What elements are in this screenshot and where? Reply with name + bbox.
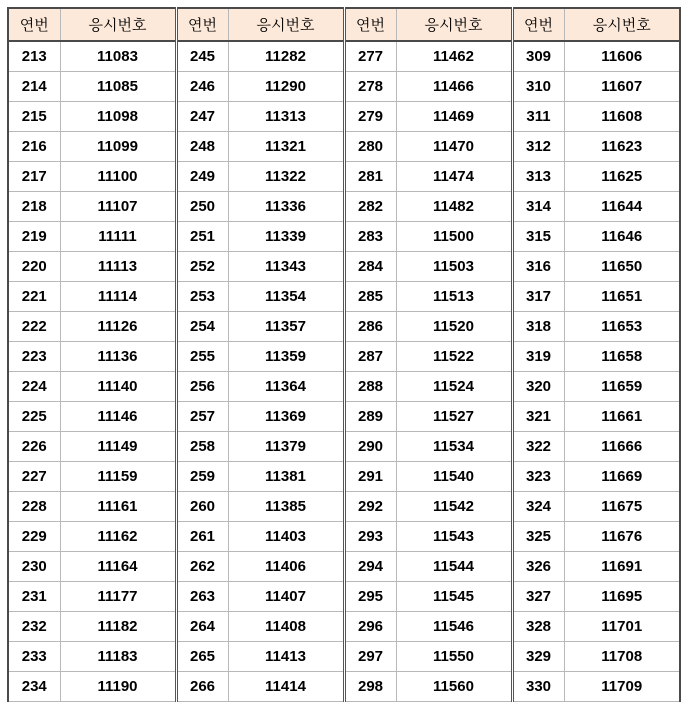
- exam-number-cell: 11669: [564, 462, 680, 492]
- exam-number-cell: 11513: [396, 282, 512, 312]
- serial-number-cell: 225: [8, 402, 60, 432]
- serial-number-cell: 214: [8, 72, 60, 102]
- serial-number-cell: 329: [512, 642, 564, 672]
- exam-number-cell: 11651: [564, 282, 680, 312]
- exam-number-cell: 11544: [396, 552, 512, 582]
- exam-number-cell: 11359: [228, 342, 344, 372]
- serial-number-cell: 254: [176, 312, 228, 342]
- exam-number-cell: 11099: [60, 132, 176, 162]
- serial-number-cell: 310: [512, 72, 564, 102]
- exam-number-cell: 11695: [564, 582, 680, 612]
- header-row: [8, 8, 680, 41]
- serial-number-cell: 296: [344, 612, 396, 642]
- exam-number-cell: 11381: [228, 462, 344, 492]
- exam-number-cell: 11644: [564, 192, 680, 222]
- serial-number-cell: 312: [512, 132, 564, 162]
- serial-number-cell: 325: [512, 522, 564, 552]
- serial-number-cell: 248: [176, 132, 228, 162]
- table-row: [8, 462, 680, 492]
- serial-number-cell: 316: [512, 252, 564, 282]
- exam-number-cell: 11161: [60, 492, 176, 522]
- serial-number-cell: 220: [8, 252, 60, 282]
- table-row: [8, 612, 680, 642]
- serial-number-cell: 256: [176, 372, 228, 402]
- exam-number-cell: 11159: [60, 462, 176, 492]
- serial-number-cell: 298: [344, 672, 396, 702]
- table-row: [8, 102, 680, 132]
- serial-number-cell: 315: [512, 222, 564, 252]
- table-row: [8, 672, 680, 702]
- exam-number-cell: 11369: [228, 402, 344, 432]
- serial-number-cell: 253: [176, 282, 228, 312]
- exam-number-cell: 11482: [396, 192, 512, 222]
- exam-number-cell: 11339: [228, 222, 344, 252]
- exam-number-cell: 11183: [60, 642, 176, 672]
- serial-number-cell: 222: [8, 312, 60, 342]
- exam-number-cell: 11107: [60, 192, 176, 222]
- table-row: [8, 192, 680, 222]
- serial-number-cell: 249: [176, 162, 228, 192]
- exam-number-cell: 11321: [228, 132, 344, 162]
- exam-number-cell: 11190: [60, 672, 176, 702]
- exam-number-cell: 11709: [564, 672, 680, 702]
- exam-number-cell: 11661: [564, 402, 680, 432]
- exam-number-cell: 11406: [228, 552, 344, 582]
- exam-number-cell: 11606: [564, 41, 680, 72]
- exam-number-cell: 11085: [60, 72, 176, 102]
- exam-number-cell: 11462: [396, 41, 512, 72]
- serial-number-cell: 297: [344, 642, 396, 672]
- exam-number-cell: 11357: [228, 312, 344, 342]
- exam-number-cell: 11542: [396, 492, 512, 522]
- serial-number-cell: 260: [176, 492, 228, 522]
- table-row: [8, 372, 680, 402]
- exam-number-cell: 11140: [60, 372, 176, 402]
- serial-number-cell: 213: [8, 41, 60, 72]
- exam-number-cell: 11466: [396, 72, 512, 102]
- exam-number-cell: 11650: [564, 252, 680, 282]
- exam-number-cell: 11407: [228, 582, 344, 612]
- exam-number-cell: 11177: [60, 582, 176, 612]
- serial-number-cell: 289: [344, 402, 396, 432]
- exam-number-cell: 11408: [228, 612, 344, 642]
- serial-number-cell: 263: [176, 582, 228, 612]
- exam-number-cell: 11083: [60, 41, 176, 72]
- exam-number-cell: 11322: [228, 162, 344, 192]
- table-row: [8, 41, 680, 72]
- exam-number-cell: 11520: [396, 312, 512, 342]
- header-exam-number: 응시번호: [564, 8, 680, 41]
- serial-number-cell: 221: [8, 282, 60, 312]
- table-row: [8, 642, 680, 672]
- serial-number-cell: 317: [512, 282, 564, 312]
- exam-number-cell: 11098: [60, 102, 176, 132]
- serial-number-cell: 217: [8, 162, 60, 192]
- exam-number-cell: 11474: [396, 162, 512, 192]
- serial-number-cell: 227: [8, 462, 60, 492]
- exam-number-cell: 11111: [60, 222, 176, 252]
- exam-number-cell: 11625: [564, 162, 680, 192]
- serial-number-cell: 323: [512, 462, 564, 492]
- serial-number-cell: 282: [344, 192, 396, 222]
- exam-number-cell: 11534: [396, 432, 512, 462]
- serial-number-cell: 218: [8, 192, 60, 222]
- exam-number-cell: 11527: [396, 402, 512, 432]
- exam-number-cell: 11414: [228, 672, 344, 702]
- exam-number-cell: 11675: [564, 492, 680, 522]
- serial-number-cell: 327: [512, 582, 564, 612]
- exam-number-cell: 11503: [396, 252, 512, 282]
- exam-number-cell: 11607: [564, 72, 680, 102]
- header-serial-number: 연번: [344, 8, 396, 41]
- exam-number-cell: 11343: [228, 252, 344, 282]
- table-row: [8, 162, 680, 192]
- serial-number-cell: 228: [8, 492, 60, 522]
- exam-number-cell: 11385: [228, 492, 344, 522]
- serial-number-cell: 245: [176, 41, 228, 72]
- serial-number-cell: 266: [176, 672, 228, 702]
- serial-number-cell: 255: [176, 342, 228, 372]
- exam-number-cell: 11136: [60, 342, 176, 372]
- serial-number-cell: 224: [8, 372, 60, 402]
- exam-number-cell: 11666: [564, 432, 680, 462]
- exam-number-table: [7, 7, 681, 702]
- serial-number-cell: 285: [344, 282, 396, 312]
- table-row: [8, 72, 680, 102]
- serial-number-cell: 281: [344, 162, 396, 192]
- serial-number-cell: 280: [344, 132, 396, 162]
- serial-number-cell: 223: [8, 342, 60, 372]
- exam-number-cell: 11379: [228, 432, 344, 462]
- exam-number-cell: 11658: [564, 342, 680, 372]
- table-body: [8, 41, 680, 702]
- exam-number-cell: 11691: [564, 552, 680, 582]
- header-exam-number: 응시번호: [228, 8, 344, 41]
- serial-number-cell: 287: [344, 342, 396, 372]
- serial-number-cell: 265: [176, 642, 228, 672]
- serial-number-cell: 322: [512, 432, 564, 462]
- header-exam-number: 응시번호: [60, 8, 176, 41]
- serial-number-cell: 291: [344, 462, 396, 492]
- header-serial-number: 연번: [176, 8, 228, 41]
- exam-number-cell: 11524: [396, 372, 512, 402]
- serial-number-cell: 318: [512, 312, 564, 342]
- serial-number-cell: 230: [8, 552, 60, 582]
- exam-number-cell: 11364: [228, 372, 344, 402]
- serial-number-cell: 246: [176, 72, 228, 102]
- exam-number-cell: 11543: [396, 522, 512, 552]
- serial-number-cell: 286: [344, 312, 396, 342]
- serial-number-cell: 278: [344, 72, 396, 102]
- serial-number-cell: 232: [8, 612, 60, 642]
- serial-number-cell: 229: [8, 522, 60, 552]
- table-row: [8, 252, 680, 282]
- serial-number-cell: 294: [344, 552, 396, 582]
- exam-number-cell: 11313: [228, 102, 344, 132]
- serial-number-cell: 231: [8, 582, 60, 612]
- exam-number-cell: 11545: [396, 582, 512, 612]
- serial-number-cell: 215: [8, 102, 60, 132]
- header-exam-number: 응시번호: [396, 8, 512, 41]
- exam-number-cell: 11290: [228, 72, 344, 102]
- exam-number-cell: 11646: [564, 222, 680, 252]
- serial-number-cell: 277: [344, 41, 396, 72]
- serial-number-cell: 250: [176, 192, 228, 222]
- exam-number-cell: 11126: [60, 312, 176, 342]
- serial-number-cell: 251: [176, 222, 228, 252]
- exam-number-cell: 11470: [396, 132, 512, 162]
- serial-number-cell: 226: [8, 432, 60, 462]
- serial-number-cell: 259: [176, 462, 228, 492]
- serial-number-cell: 279: [344, 102, 396, 132]
- serial-number-cell: 320: [512, 372, 564, 402]
- table-row: [8, 132, 680, 162]
- serial-number-cell: 314: [512, 192, 564, 222]
- serial-number-cell: 234: [8, 672, 60, 702]
- table-row: [8, 342, 680, 372]
- exam-number-cell: 11413: [228, 642, 344, 672]
- exam-number-cell: 11653: [564, 312, 680, 342]
- serial-number-cell: 293: [344, 522, 396, 552]
- serial-number-cell: 324: [512, 492, 564, 522]
- serial-number-cell: 216: [8, 132, 60, 162]
- exam-number-cell: 11659: [564, 372, 680, 402]
- table-row: [8, 552, 680, 582]
- exam-number-cell: 11100: [60, 162, 176, 192]
- exam-number-cell: 11546: [396, 612, 512, 642]
- serial-number-cell: 309: [512, 41, 564, 72]
- serial-number-cell: 330: [512, 672, 564, 702]
- serial-number-cell: 219: [8, 222, 60, 252]
- exam-number-cell: 11540: [396, 462, 512, 492]
- exam-number-cell: 11113: [60, 252, 176, 282]
- serial-number-cell: 257: [176, 402, 228, 432]
- exam-number-cell: 11500: [396, 222, 512, 252]
- serial-number-cell: 313: [512, 162, 564, 192]
- exam-number-cell: 11469: [396, 102, 512, 132]
- exam-number-cell: 11182: [60, 612, 176, 642]
- serial-number-cell: 328: [512, 612, 564, 642]
- serial-number-cell: 288: [344, 372, 396, 402]
- serial-number-cell: 258: [176, 432, 228, 462]
- serial-number-cell: 290: [344, 432, 396, 462]
- exam-number-cell: 11676: [564, 522, 680, 552]
- serial-number-cell: 252: [176, 252, 228, 282]
- serial-number-cell: 311: [512, 102, 564, 132]
- exam-number-cell: 11623: [564, 132, 680, 162]
- table-row: [8, 492, 680, 522]
- serial-number-cell: 295: [344, 582, 396, 612]
- serial-number-cell: 319: [512, 342, 564, 372]
- serial-number-cell: 292: [344, 492, 396, 522]
- exam-number-cell: 11608: [564, 102, 680, 132]
- table-row: [8, 402, 680, 432]
- header-serial-number: 연번: [512, 8, 564, 41]
- exam-number-cell: 11550: [396, 642, 512, 672]
- exam-number-cell: 11336: [228, 192, 344, 222]
- table-row: [8, 222, 680, 252]
- serial-number-cell: 283: [344, 222, 396, 252]
- table-row: [8, 522, 680, 552]
- exam-number-cell: 11354: [228, 282, 344, 312]
- serial-number-cell: 247: [176, 102, 228, 132]
- exam-number-cell: 11146: [60, 402, 176, 432]
- exam-number-cell: 11282: [228, 41, 344, 72]
- exam-number-cell: 11708: [564, 642, 680, 672]
- table-row: [8, 312, 680, 342]
- serial-number-cell: 264: [176, 612, 228, 642]
- exam-number-cell: 11164: [60, 552, 176, 582]
- exam-number-cell: 11701: [564, 612, 680, 642]
- exam-number-cell: 11114: [60, 282, 176, 312]
- serial-number-cell: 284: [344, 252, 396, 282]
- exam-number-cell: 11162: [60, 522, 176, 552]
- exam-number-cell: 11522: [396, 342, 512, 372]
- table-row: [8, 282, 680, 312]
- table-row: [8, 432, 680, 462]
- serial-number-cell: 262: [176, 552, 228, 582]
- serial-number-cell: 233: [8, 642, 60, 672]
- serial-number-cell: 261: [176, 522, 228, 552]
- header-serial-number: 연번: [8, 8, 60, 41]
- table-row: [8, 582, 680, 612]
- serial-number-cell: 326: [512, 552, 564, 582]
- exam-number-cell: 11149: [60, 432, 176, 462]
- exam-number-cell: 11560: [396, 672, 512, 702]
- exam-number-cell: 11403: [228, 522, 344, 552]
- serial-number-cell: 321: [512, 402, 564, 432]
